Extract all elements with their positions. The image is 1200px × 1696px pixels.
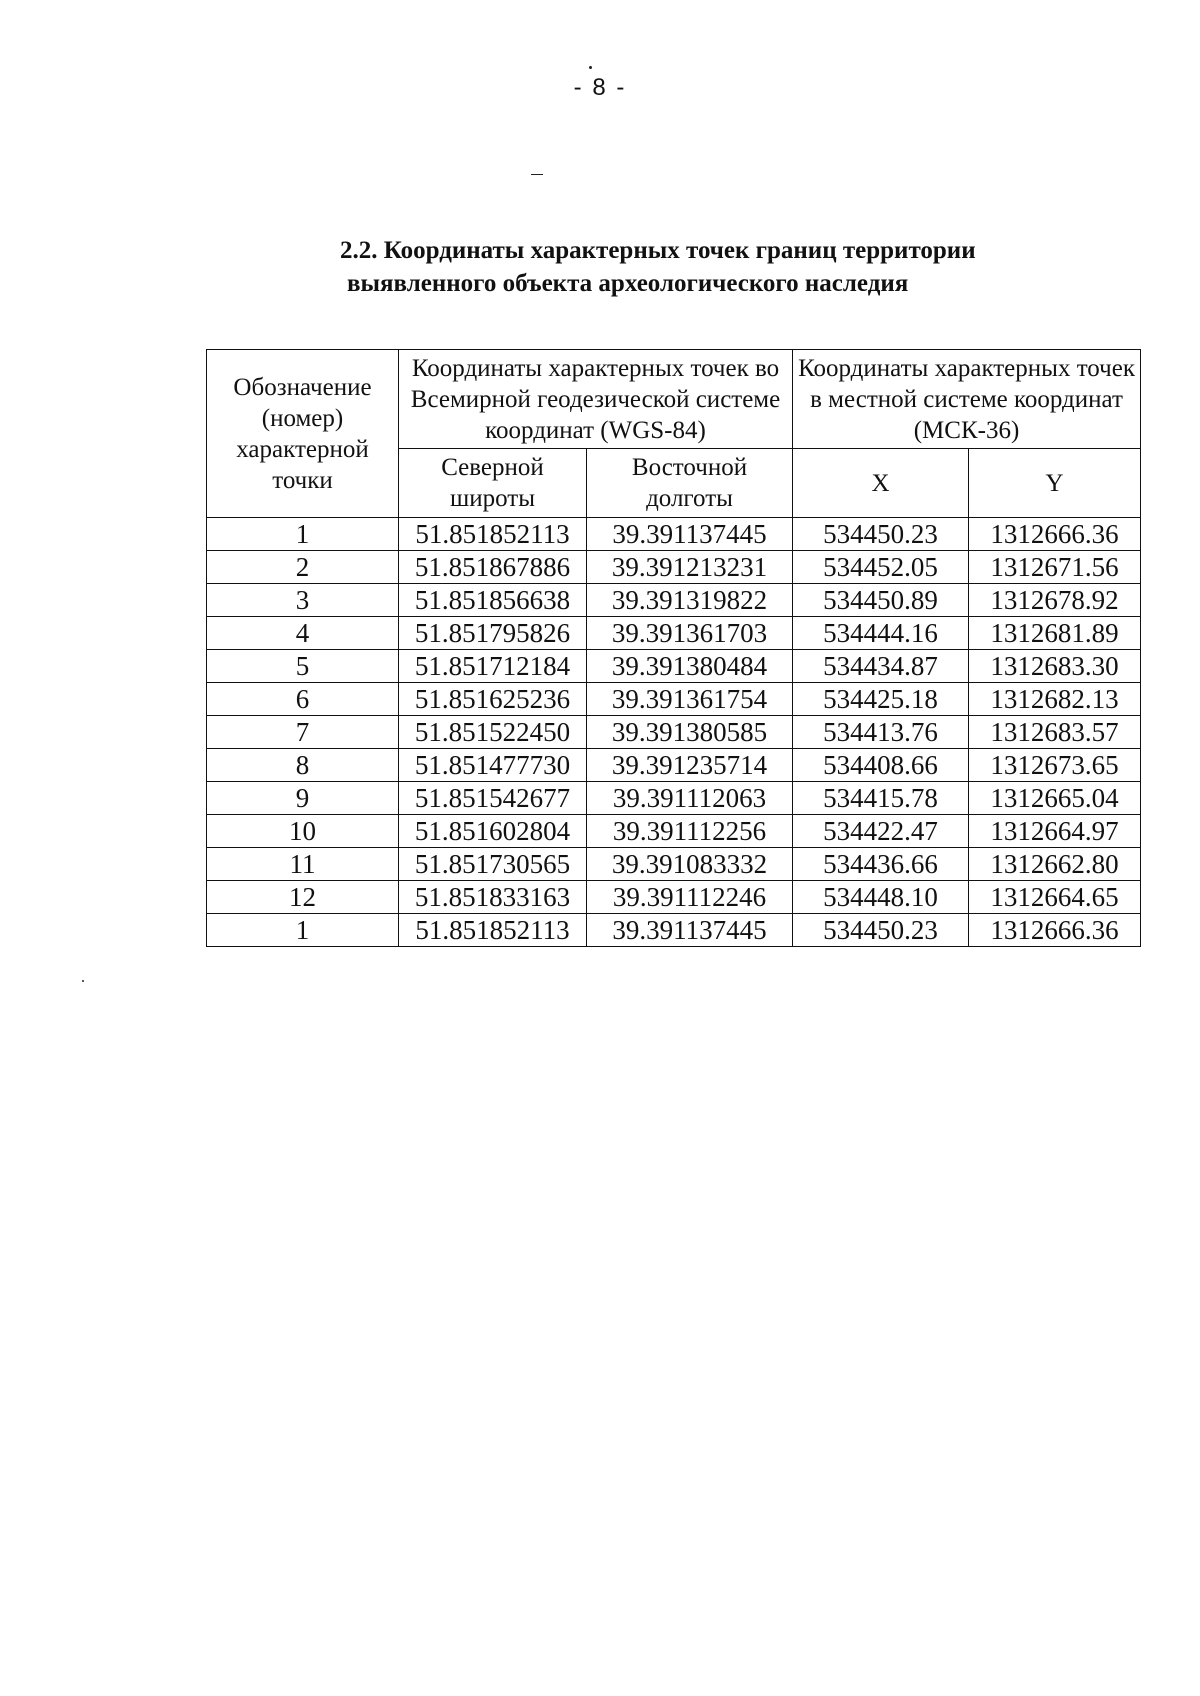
- cell-point: 1: [207, 518, 399, 551]
- table-row: [207, 716, 1141, 749]
- cell-latitude: 51.851602804: [399, 815, 587, 848]
- cell-longitude: 39.391319822: [587, 584, 793, 617]
- cell-longitude: 39.391213231: [587, 551, 793, 584]
- cell-latitude: 51.851477730: [399, 749, 587, 782]
- cell-longitude: 39.391235714: [587, 749, 793, 782]
- table-row: [207, 749, 1141, 782]
- cell-y: 1312664.97: [969, 815, 1141, 848]
- cell-y: 1312664.65: [969, 881, 1141, 914]
- cell-point: 4: [207, 617, 399, 650]
- cell-longitude: 39.391112256: [587, 815, 793, 848]
- cell-y: 1312671.56: [969, 551, 1141, 584]
- section-heading: [340, 234, 1140, 300]
- cell-point: 2: [207, 551, 399, 584]
- table-body: [207, 518, 1141, 947]
- table-row: [207, 815, 1141, 848]
- cell-x: 534448.10: [793, 881, 969, 914]
- cell-y: 1312673.65: [969, 749, 1141, 782]
- cell-latitude: 51.851542677: [399, 782, 587, 815]
- table-row: [207, 782, 1141, 815]
- cell-longitude: 39.391112246: [587, 881, 793, 914]
- cell-y: 1312683.57: [969, 716, 1141, 749]
- header-east-longitude: Восточной долготы: [587, 449, 793, 518]
- cell-latitude: 51.851522450: [399, 716, 587, 749]
- cell-point: 10: [207, 815, 399, 848]
- cell-x: 534444.16: [793, 617, 969, 650]
- cell-y: 1312662.80: [969, 848, 1141, 881]
- table-row: [207, 650, 1141, 683]
- cell-point: 11: [207, 848, 399, 881]
- scan-speck: [82, 980, 84, 982]
- cell-longitude: 39.391112063: [587, 782, 793, 815]
- header-wgs84-group: Координаты характерных точек во Всемирной геодезической системе координат (WGS-84): [399, 350, 793, 449]
- cell-longitude: 39.391361754: [587, 683, 793, 716]
- cell-x: 534450.23: [793, 914, 969, 947]
- cell-y: 1312681.89: [969, 617, 1141, 650]
- cell-x: 534422.47: [793, 815, 969, 848]
- cell-x: 534450.89: [793, 584, 969, 617]
- page-number: - 8 -: [573, 74, 627, 101]
- header-x: X: [793, 449, 969, 518]
- cell-point: 1: [207, 914, 399, 947]
- cell-latitude: 51.851852113: [399, 914, 587, 947]
- cell-longitude: 39.391380585: [587, 716, 793, 749]
- scan-speck: [531, 174, 543, 175]
- cell-point: 12: [207, 881, 399, 914]
- header-north-latitude: Северной широты: [399, 449, 587, 518]
- cell-latitude: 51.851712184: [399, 650, 587, 683]
- table-row: [207, 914, 1141, 947]
- header-msk36-group: Координаты характерных точек в местной системе координат (МСК-36): [793, 350, 1141, 449]
- cell-point: 8: [207, 749, 399, 782]
- cell-point: 9: [207, 782, 399, 815]
- cell-x: 534450.23: [793, 518, 969, 551]
- table-row: [207, 584, 1141, 617]
- cell-y: 1312683.30: [969, 650, 1141, 683]
- cell-latitude: 51.851730565: [399, 848, 587, 881]
- table-header: [207, 350, 1141, 518]
- cell-latitude: 51.851833163: [399, 881, 587, 914]
- table-row: [207, 518, 1141, 551]
- coordinates-table: [206, 349, 1141, 947]
- header-designation: Обозначение (номер) характерной точки: [207, 350, 399, 518]
- cell-x: 534408.66: [793, 749, 969, 782]
- cell-latitude: 51.851625236: [399, 683, 587, 716]
- cell-y: 1312666.36: [969, 518, 1141, 551]
- cell-point: 5: [207, 650, 399, 683]
- cell-latitude: 51.851856638: [399, 584, 587, 617]
- cell-x: 534425.18: [793, 683, 969, 716]
- cell-longitude: 39.391361703: [587, 617, 793, 650]
- cell-longitude: 39.391083332: [587, 848, 793, 881]
- cell-x: 534413.76: [793, 716, 969, 749]
- cell-point: 6: [207, 683, 399, 716]
- section-heading-line-1: 2.2. Координаты характерных точек границ территории: [340, 237, 976, 264]
- cell-x: 534415.78: [793, 782, 969, 815]
- table-row: [207, 617, 1141, 650]
- scan-speck: [589, 66, 592, 69]
- cell-x: 534452.05: [793, 551, 969, 584]
- table-row: [207, 551, 1141, 584]
- header-y: Y: [969, 449, 1141, 518]
- table-row: [207, 848, 1141, 881]
- cell-latitude: 51.851867886: [399, 551, 587, 584]
- cell-y: 1312666.36: [969, 914, 1141, 947]
- cell-latitude: 51.851852113: [399, 518, 587, 551]
- cell-x: 534436.66: [793, 848, 969, 881]
- cell-y: 1312682.13: [969, 683, 1141, 716]
- cell-longitude: 39.391380484: [587, 650, 793, 683]
- cell-latitude: 51.851795826: [399, 617, 587, 650]
- cell-y: 1312665.04: [969, 782, 1141, 815]
- cell-x: 534434.87: [793, 650, 969, 683]
- cell-point: 3: [207, 584, 399, 617]
- cell-point: 7: [207, 716, 399, 749]
- section-heading-line-2: выявленного объекта археологического наследия: [347, 270, 909, 297]
- table-row: [207, 881, 1141, 914]
- table-row: [207, 683, 1141, 716]
- cell-longitude: 39.391137445: [587, 914, 793, 947]
- cell-y: 1312678.92: [969, 584, 1141, 617]
- cell-longitude: 39.391137445: [587, 518, 793, 551]
